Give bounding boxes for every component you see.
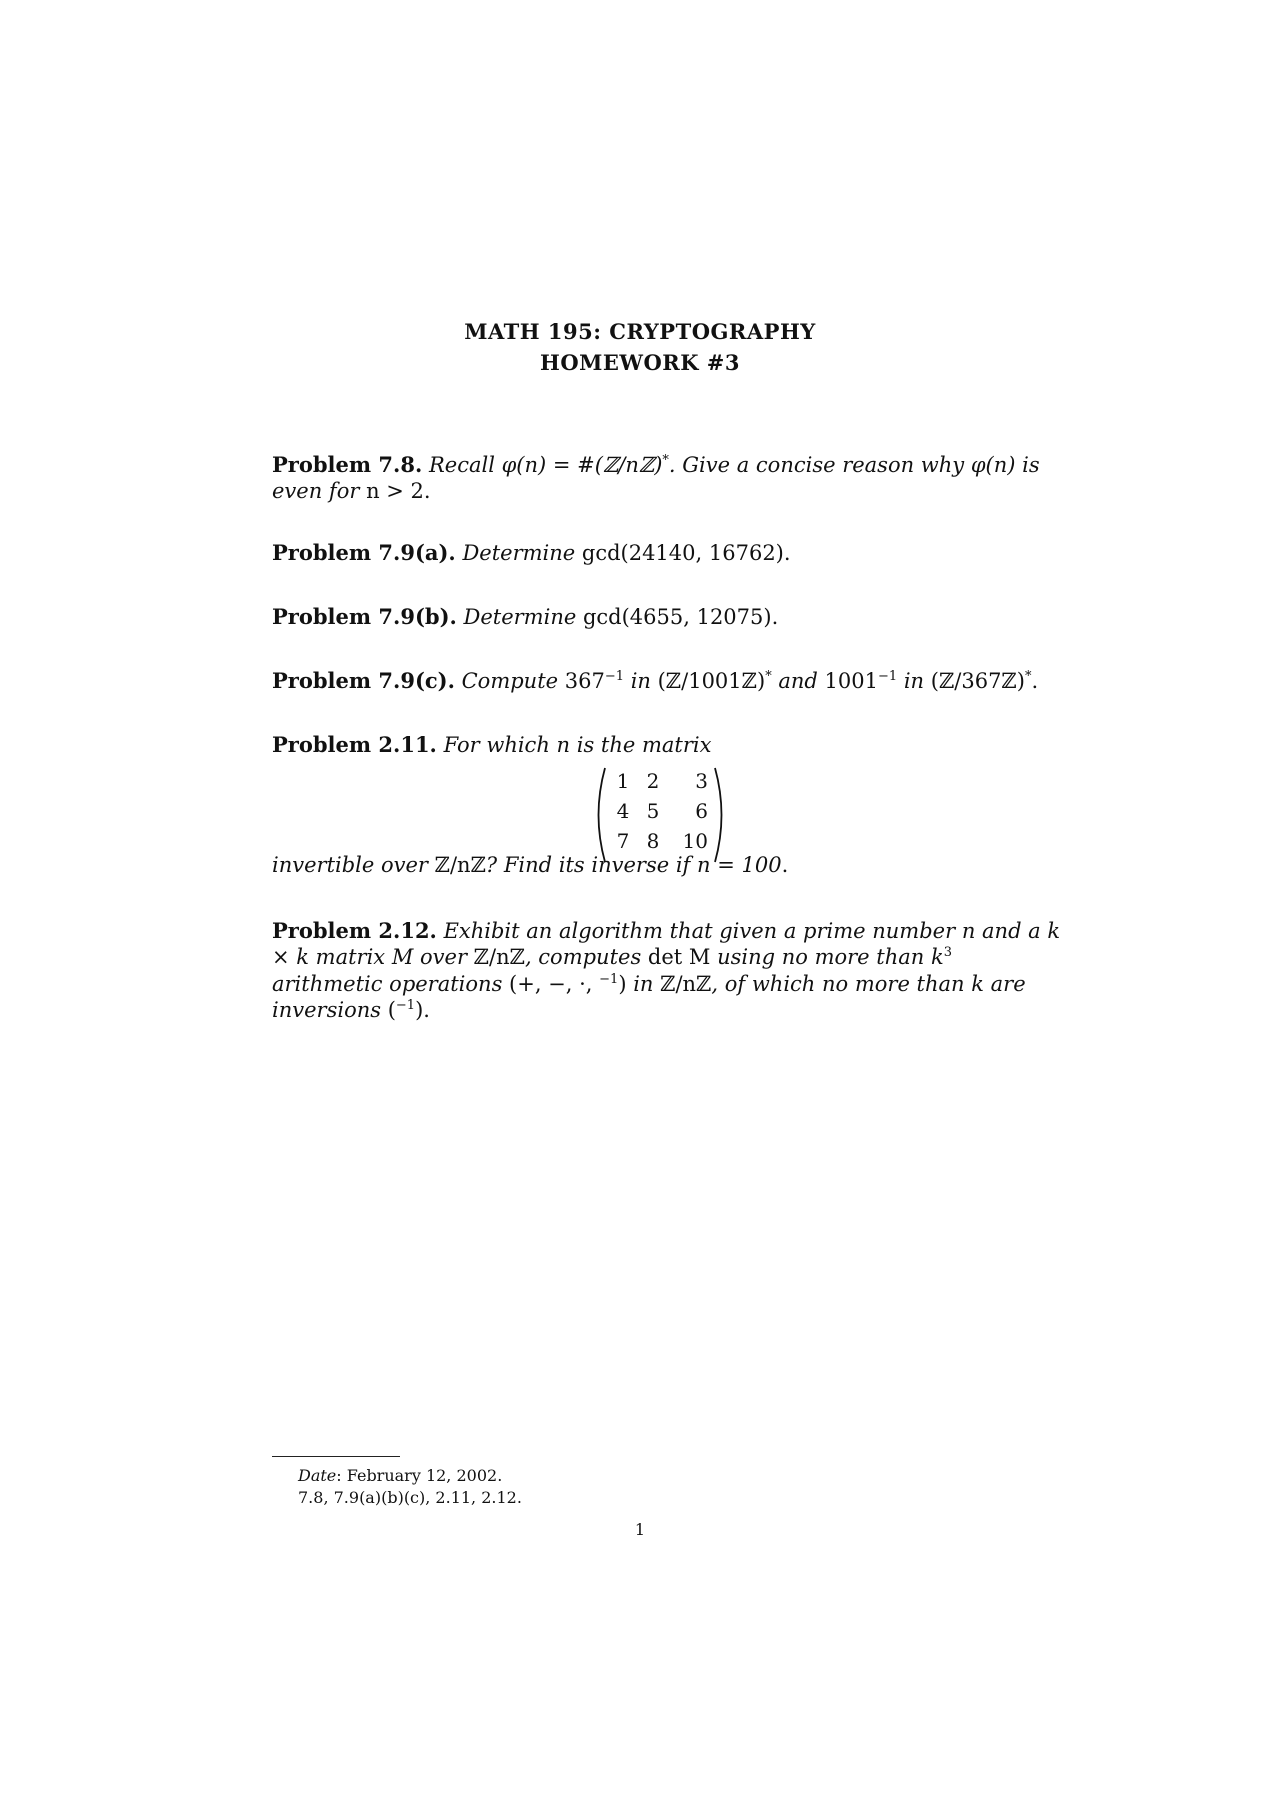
- problem-text: Exhibit an algorithm that given a prime number n and a k × k matrix M over ℤ/nℤ, computes det M using no more than $k^3$ arithmetic operations (+, −, ·, $^{-1}$) in ℤ/nℤ, of which no more than k are inversions ($^{-1}$).: [272, 919, 1061, 1022]
- document-title: [0, 318, 1280, 377]
- problem-heading: Problem 7.9(a).: [272, 540, 456, 565]
- page-number: 1: [634, 1520, 646, 1539]
- problem-heading: Problem 2.11.: [272, 732, 437, 757]
- problem-heading: Problem 7.8.: [272, 452, 423, 477]
- matrix-cell: 7: [616, 829, 630, 853]
- title-homework: HOMEWORK #3: [540, 350, 740, 376]
- problem-heading: Problem 7.9(b).: [272, 604, 457, 629]
- matrix-cell: 8: [646, 829, 660, 853]
- problem-7-8: [272, 452, 1052, 505]
- problem-text: For which n is the matrix: [443, 733, 712, 757]
- problem-2-11: [272, 732, 1052, 758]
- problem-text: invertible over ℤ/nℤ? Find its inverse if n = 100.: [272, 853, 789, 877]
- problem-7-9c: [272, 668, 1072, 694]
- matrix-cell: 2: [646, 769, 660, 793]
- footnote-date-value: : February 12, 2002.: [336, 1466, 503, 1485]
- matrix-cell: 6: [695, 799, 708, 823]
- problem-heading: Problem 2.12.: [272, 918, 437, 943]
- left-paren-icon: [590, 766, 608, 864]
- problem-2-11-continuation: [272, 852, 1052, 878]
- footnote-date: [298, 1466, 502, 1487]
- matrix: [590, 766, 730, 864]
- matrix-cell: 3: [695, 769, 708, 793]
- matrix-cell: 4: [616, 799, 630, 823]
- problem-text: Determine gcd(24140, 16762).: [462, 541, 791, 565]
- problem-text: Compute $367^{-1}$ in (ℤ/1001ℤ)* and $1001^{-1}$ in (ℤ/367ℤ)*.: [461, 669, 1039, 693]
- matrix-cell: 1: [616, 769, 630, 793]
- matrix-cell: 5: [646, 799, 660, 823]
- problem-7-9b: [272, 604, 1052, 630]
- right-paren-icon: [712, 766, 730, 864]
- matrix-cell: 10: [682, 829, 708, 853]
- title-course: MATH 195: CRYPTOGRAPHY: [464, 319, 816, 344]
- problem-7-9a: [272, 540, 1052, 566]
- footnote-date-label: Date: [298, 1466, 337, 1485]
- problem-text: Determine gcd(4655, 12075).: [463, 605, 779, 629]
- problem-2-12: [272, 918, 1062, 1023]
- footnote-divider: [272, 1456, 400, 1457]
- problem-heading: Problem 7.9(c).: [272, 668, 455, 693]
- footnote-problem-list: 7.8, 7.9(a)(b)(c), 2.11, 2.12.: [298, 1488, 522, 1507]
- matrix-entries: [610, 769, 710, 859]
- problem-text: Recall φ(n) = #(ℤ/nℤ)*. Give a concise reason why φ(n) is even for n > 2.: [272, 453, 1040, 504]
